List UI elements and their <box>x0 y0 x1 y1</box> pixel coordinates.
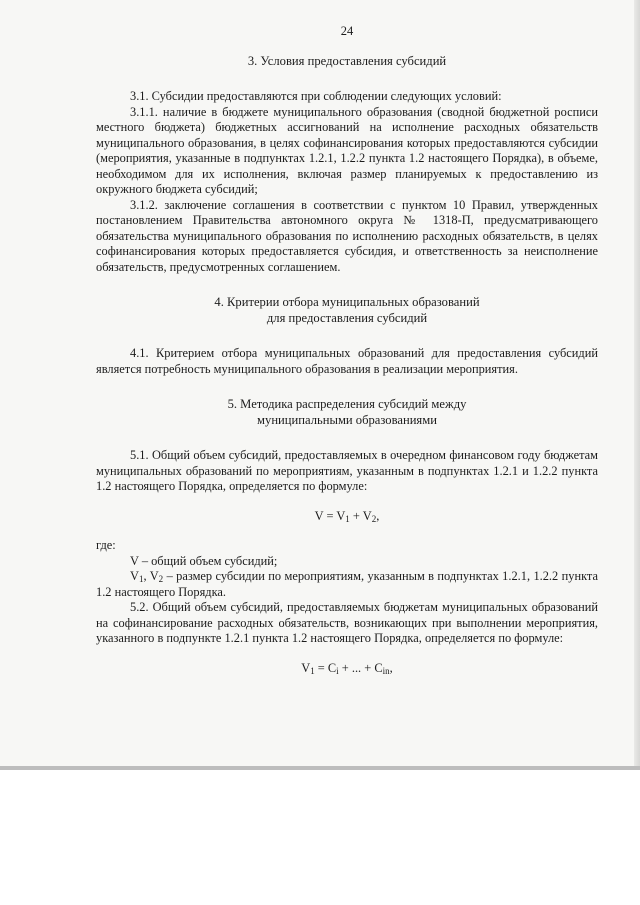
definition-v1-v2: $V_1$, $V_2$ – размер субсидии по мероприятиям, указанным в подпунктах 1.2.1, 1.2.2 пункта 1.2 настоящего Порядка. <box>96 569 598 599</box>
section-5-title-line1: 5. Методика распределения субсидий между <box>227 397 467 411</box>
paragraph-3-1-1: 3.1.1. наличие в бюджете муниципального образования (сводной бюджетной росписи местного бюджета) бюджетных ассигнований на исполнение расходных обязательств муниципального образования, в целях софинансирования которых предоставляются субсидии (мероприятия, указанные в подпунктах 1.2.1, 1.2.2 пункта 1.2 настоящего Порядка), в объеме, необходимом для их исполнения, включая размер планируемых к предоставлению из окружного бюджета субсидий; <box>96 104 598 196</box>
definition-v: V – общий объем субсидий; <box>130 553 278 568</box>
paragraph-4-1: 4.1. Критерием отбора муниципальных образований для предоставления субсидий является потребность муниципального образования в реализации мероприятия. <box>96 346 598 376</box>
paragraph-3-1: 3.1. Субсидии предоставляются при соблюдении следующих условий: <box>130 89 502 103</box>
section-4-title-line2: для предоставления субсидий <box>266 310 428 325</box>
section-5-title-line2: муниципальными образованиями <box>257 412 437 427</box>
section-3-title: 3. Условия предоставления субсидий <box>247 53 447 68</box>
paragraph-3-1-2: 3.1.2. заключение соглашения в соответствии с пунктом 10 Правил, утвержденных постановлением Правительства автономного округа № 1318-П, предусматривающего обязательства муниципального образования по исполнению расходных обязательств, в целях софинансирования которых предоставляется субсидия, и ответственность за неисполнение обязательств, предусмотренных соглашением. <box>96 197 598 274</box>
section-4-title-line1: 4. Критерии отбора муниципальных образований <box>214 295 480 309</box>
paragraph-5-2: 5.2. Общий объем субсидий, предоставляемых бюджетам муниципальных образований на софинансирование расходных обязательств, возникающих при выполнении мероприятия, указанного в подпункте 1.2.1 пункта 1.2 настоящего Порядка, определяется по формуле: <box>96 600 598 645</box>
paragraph-5-1: 5.1. Общий объем субсидий, предоставляемых в очередном финансовом году бюджетам муниципальных образований по мероприятиям, указанным в подпунктах 1.2.1 и 1.2.2 пункта 1.2 настоящего Порядка, определяется по формуле: <box>96 448 598 493</box>
where-label: где: <box>96 538 116 552</box>
page-number: 24 <box>340 24 354 38</box>
formula-v1: $V_1 = C_i$ + ... + $C_{in}$, <box>301 660 393 676</box>
formula-v-total: $V = V_1 + V_2$, <box>314 508 380 524</box>
page-content <box>96 24 598 676</box>
